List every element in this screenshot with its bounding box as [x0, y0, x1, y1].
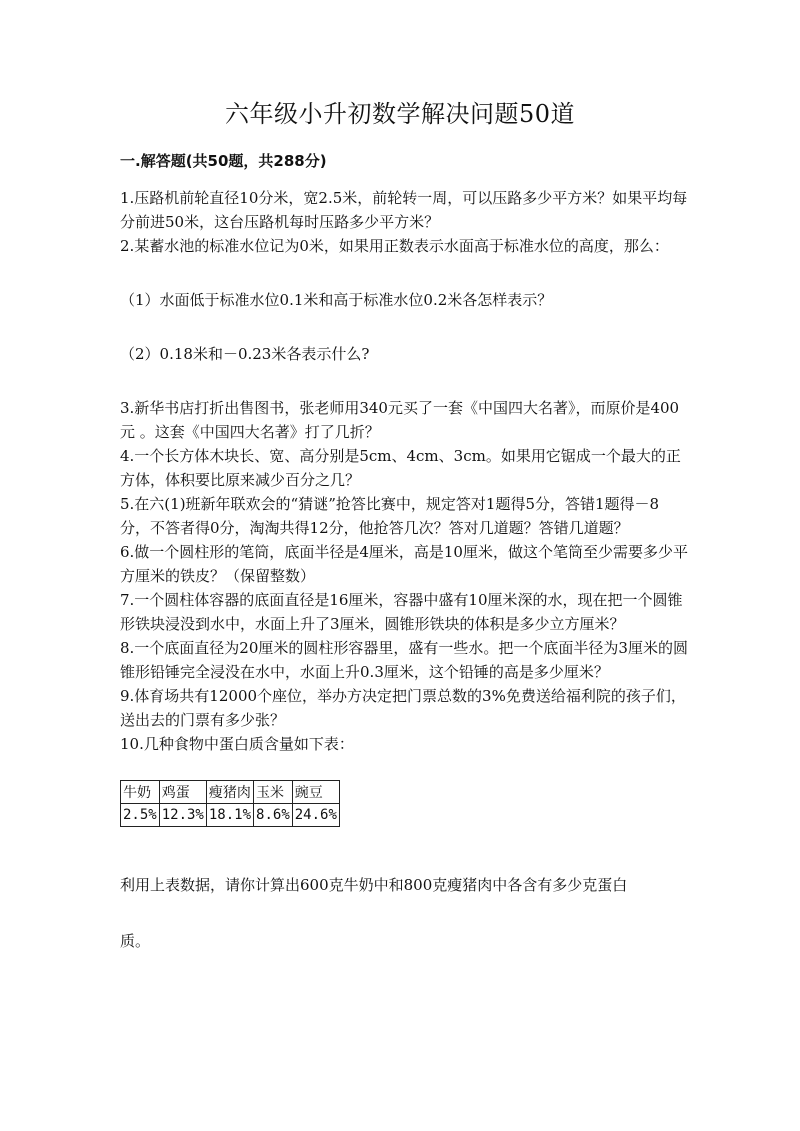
table-cell: 8.6%: [254, 804, 293, 827]
question-8: 8.一个底面直径为20厘米的圆柱形容器里，盛有一些水。把一个底面半径为3厘米的圆锥形铅锤完全浸没在水中，水面上升0.3厘米，这个铅锤的高是多少厘米？: [120, 639, 688, 681]
question-9: 9.体育场共有12000个座位，举办方决定把门票总数的3%免费送给福利院的孩子们，送出去的门票有多少张？: [120, 687, 686, 729]
table-header-row: [121, 781, 340, 804]
table-cell: 12.3%: [159, 804, 206, 827]
question-list: [120, 186, 688, 756]
question-1: 1.压路机前轮直径10分米，宽2.5米，前轮转一周，可以压路多少平方米？如果平均每分前进50米，这台压路机每时压路多少平方米？: [120, 189, 688, 231]
table-header-cell: 玉米: [254, 781, 293, 804]
question-6: 6.做一个圆柱形的笔筒，底面半径是4厘米，高是10厘米，做这个笔筒至少需要多少平方厘米的铁皮？（保留整数）: [120, 543, 688, 585]
question-7: 7.一个圆柱体容器的底面直径是16厘米，容器中盛有10厘米深的水，现在把一个圆锥形铁块浸没到水中，水面上升了3厘米，圆锥形铁块的体积是多少立方厘米？: [120, 591, 683, 633]
section-heading: 一.解答题(共50题，共288分): [120, 152, 327, 170]
question-10-text-line-2: 质。: [120, 932, 151, 950]
table-header-cell: 牛奶: [121, 781, 160, 804]
question-2-part-1: （1）水面低于标准水位0.1米和高于标准水位0.2米各怎样表示？: [120, 291, 553, 309]
table-header-cell: 鸡蛋: [159, 781, 206, 804]
table-cell: 18.1%: [206, 804, 253, 827]
question-3: 3.新华书店打折出售图书，张老师用340元买了一套《中国四大名著》，而原价是400元 。这套《中国四大名著》打了几折？: [120, 399, 680, 441]
question-4: 4.一个长方体木块长、宽、高分别是5cm、4cm、3cm。如果用它锯成一个最大的正方体，体积要比原来减少百分之几？: [120, 447, 681, 489]
table-row: [121, 804, 340, 827]
table-cell: 2.5%: [121, 804, 160, 827]
protein-table: [120, 780, 340, 827]
page-title: 六年级小升初数学解决问题50道: [224, 100, 576, 128]
question-10-text-line-1: 利用上表数据，请你计算出600克牛奶中和800克瘦猪肉中各含有多少克蛋白: [120, 876, 628, 894]
table-cell: 24.6%: [292, 804, 339, 827]
question-2-part-2: （2）0.18米和－0.23米各表示什么?: [120, 345, 370, 363]
table-header-cell: 豌豆: [292, 781, 339, 804]
question-10: 10.几种食物中蛋白质含量如下表：: [120, 735, 354, 753]
question-2: 2.某蓄水池的标准水位记为0米，如果用正数表示水面高于标准水位的高度，那么：: [120, 237, 669, 255]
question-5: 5.在六(1)班新年联欢会的“猜谜”抢答比赛中，规定答对1题得5分，答错1题得－8分，不答者得0分，淘淘共得12分，他抢答几次？答对几道题？答错几道题？: [120, 495, 660, 537]
table-header-cell: 瘦猪肉: [206, 781, 253, 804]
